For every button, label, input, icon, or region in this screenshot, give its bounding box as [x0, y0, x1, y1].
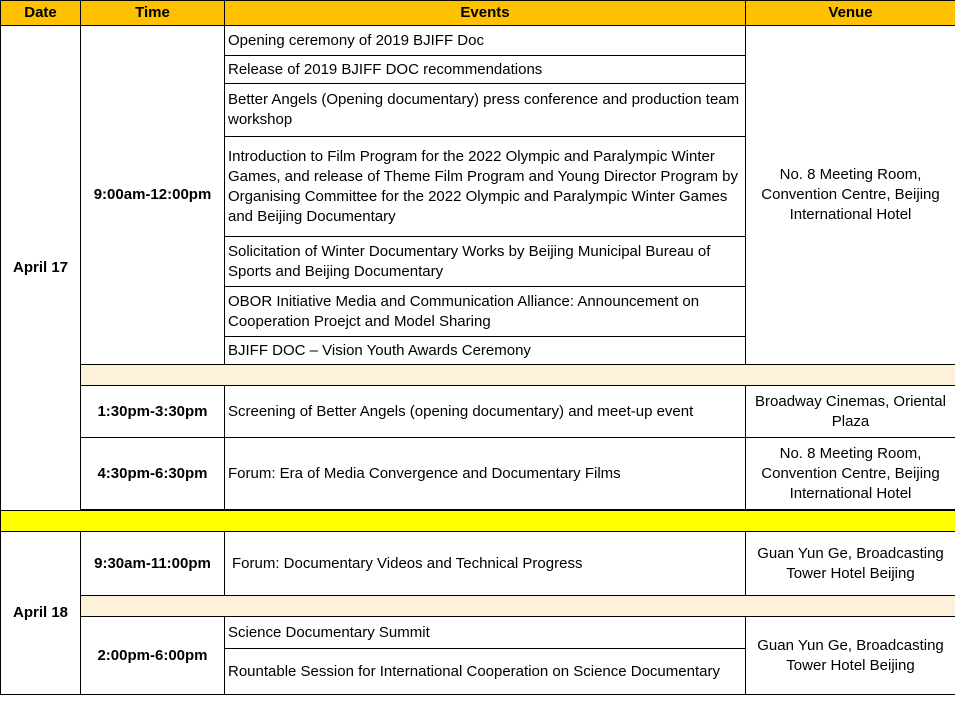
day-separator-row: [1, 511, 955, 532]
event-cell: OBOR Initiative Media and Communication Alliance: Announcement on Cooperation Proejct and Model Sharing: [225, 287, 746, 337]
date-cell: April 18: [1, 532, 81, 695]
separator-row: [1, 365, 955, 386]
day-separator-cell: [1, 511, 955, 532]
header-date: Date: [1, 1, 81, 26]
header-venue: Venue: [746, 1, 955, 26]
table-row: [1, 617, 955, 649]
table-row: [1, 386, 955, 438]
venue-cell: Guan Yun Ge, Broadcasting Tower Hotel Beijing: [746, 617, 955, 695]
time-cell: 4:30pm-6:30pm: [81, 438, 225, 510]
table-row: [1, 532, 955, 596]
date-cell: April 17: [1, 26, 81, 511]
venue-cell: Broadway Cinemas, Oriental Plaza: [746, 386, 955, 438]
venue-cell: No. 8 Meeting Room, Convention Centre, Beijing International Hotel: [746, 438, 955, 510]
table-row: [1, 26, 955, 56]
event-cell: Science Documentary Summit: [225, 617, 746, 649]
event-cell: Solicitation of Winter Documentary Works by Beijing Municipal Bureau of Sports and Beijing Documentary: [225, 237, 746, 287]
header-time: Time: [81, 1, 225, 26]
separator-row: [1, 596, 955, 617]
separator-cell: [81, 365, 955, 386]
time-cell: 1:30pm-3:30pm: [81, 386, 225, 438]
event-cell: Forum: Era of Media Convergence and Documentary Films: [225, 438, 746, 510]
separator-cell: [81, 596, 955, 617]
header-events: Events: [225, 1, 746, 26]
event-cell: Opening ceremony of 2019 BJIFF Doc: [225, 26, 746, 56]
event-cell: Forum: Documentary Videos and Technical Progress: [225, 532, 746, 596]
time-cell: 9:00am-12:00pm: [81, 26, 225, 365]
table-row: [1, 438, 955, 510]
event-cell: Rountable Session for International Cooperation on Science Documentary: [225, 649, 746, 695]
venue-cell: Guan Yun Ge, Broadcasting Tower Hotel Beijing: [746, 532, 955, 596]
header-row: [1, 1, 955, 26]
event-cell: Better Angels (Opening documentary) press conference and production team workshop: [225, 84, 746, 137]
time-cell: 2:00pm-6:00pm: [81, 617, 225, 695]
event-cell: Introduction to Film Program for the 2022 Olympic and Paralympic Winter Games, and release of Theme Film Program and Young Director Program by Organising Committee for the 2022 Olympic and Paralympic Winter Games and Beijing Documentary: [225, 137, 746, 237]
event-cell: Release of 2019 BJIFF DOC recommendations: [225, 56, 746, 84]
venue-cell: No. 8 Meeting Room, Convention Centre, Beijing International Hotel: [746, 26, 955, 365]
time-cell: 9:30am-11:00pm: [81, 532, 225, 596]
event-cell: Screening of Better Angels (opening documentary) and meet-up event: [225, 386, 746, 438]
event-cell: BJIFF DOC – Vision Youth Awards Ceremony: [225, 337, 746, 365]
